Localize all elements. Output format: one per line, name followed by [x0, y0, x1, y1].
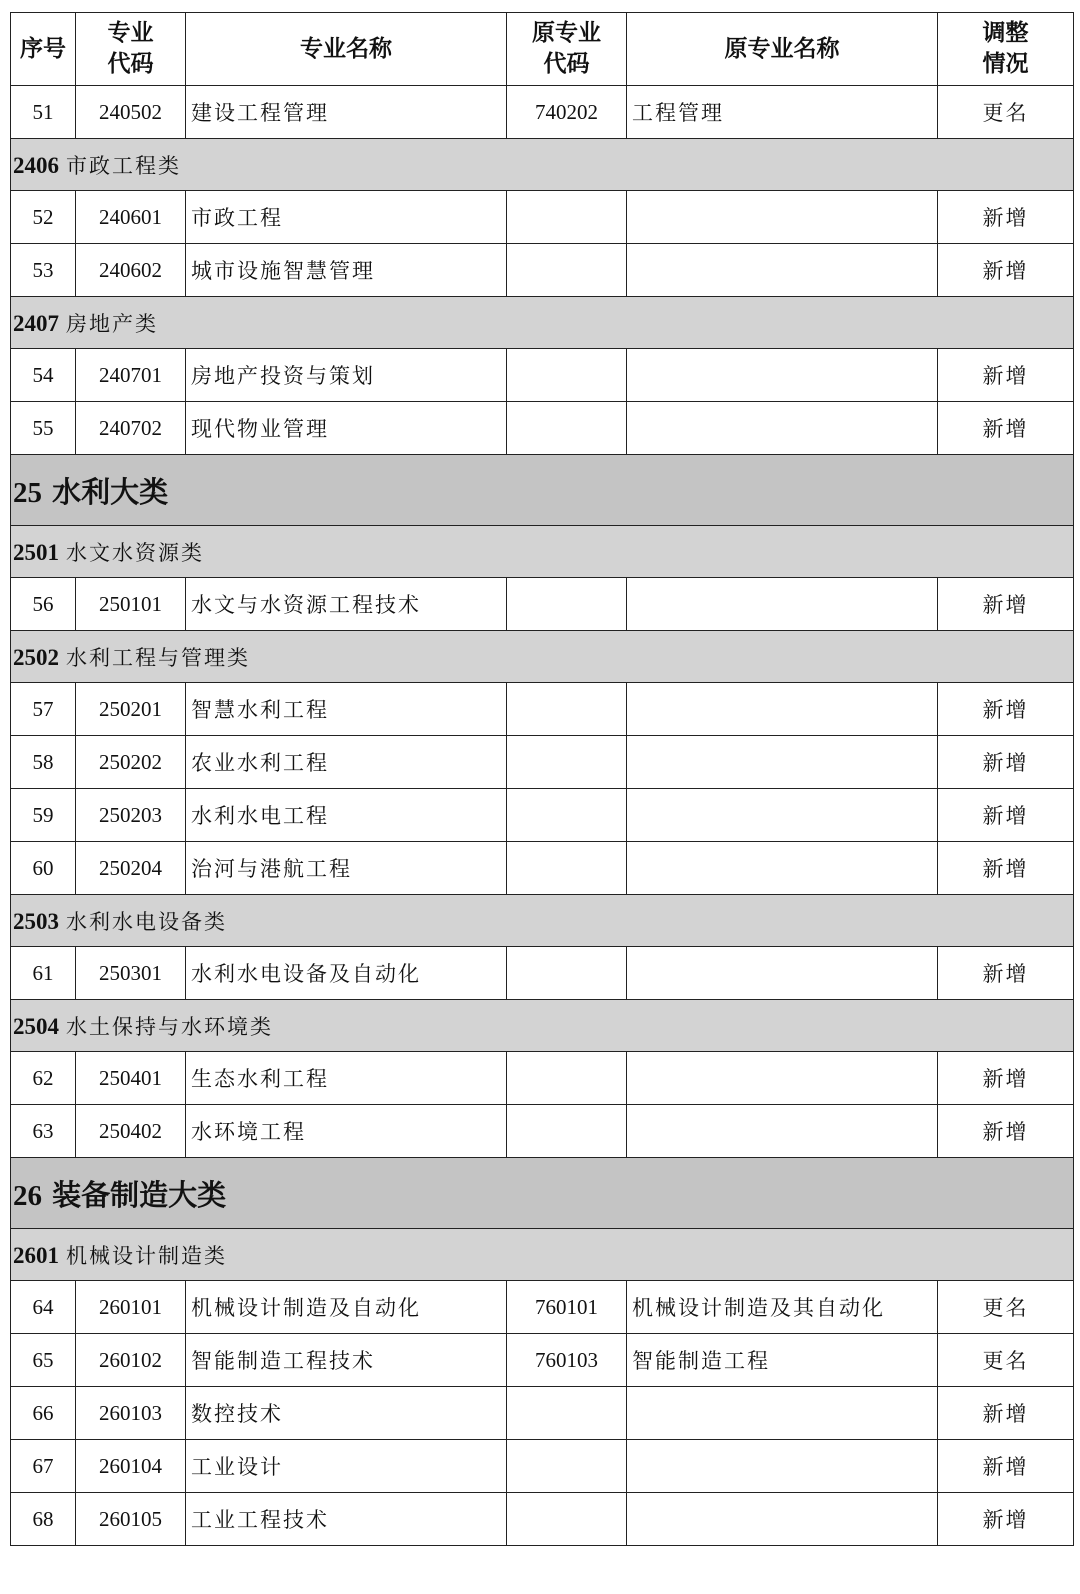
table-row	[11, 1440, 1074, 1493]
cell-orig-code	[507, 349, 627, 402]
category-name: 水利大类	[52, 474, 169, 509]
header-orig-code-line2: 代码	[543, 51, 590, 77]
table-row	[11, 578, 1074, 631]
cell-status: 新增	[938, 1493, 1074, 1546]
category-name: 水文水资源类	[66, 540, 204, 565]
cell-name: 治河与港航工程	[186, 842, 507, 895]
category-code: 26	[13, 1179, 42, 1212]
table-row	[11, 402, 1074, 455]
header-status-line1: 调整	[982, 20, 1029, 46]
cell-orig-code	[507, 842, 627, 895]
subcategory-row	[11, 1000, 1074, 1052]
cell-seq: 54	[11, 349, 76, 402]
table-row	[11, 736, 1074, 789]
cell-seq: 63	[11, 1105, 76, 1158]
cell-orig-code	[507, 1440, 627, 1493]
cell-name: 数控技术	[186, 1387, 507, 1440]
category-cell	[11, 526, 1074, 578]
cell-orig-code	[507, 578, 627, 631]
table-row	[11, 842, 1074, 895]
header-seq: 序号	[11, 13, 76, 86]
cell-name: 智慧水利工程	[186, 683, 507, 736]
cell-seq: 56	[11, 578, 76, 631]
cell-orig-name	[627, 349, 938, 402]
cell-orig-code	[507, 402, 627, 455]
cell-status: 更名	[938, 1281, 1074, 1334]
table-row	[11, 86, 1074, 139]
cell-orig-code	[507, 1493, 627, 1546]
cell-code: 240502	[76, 86, 186, 139]
cell-status: 更名	[938, 86, 1074, 139]
category-code: 25	[13, 476, 42, 509]
majors-table	[10, 12, 1074, 1546]
subcategory-row	[11, 139, 1074, 191]
table-row	[11, 1052, 1074, 1105]
table-row	[11, 244, 1074, 297]
cell-status: 新增	[938, 1387, 1074, 1440]
cell-name: 机械设计制造及自动化	[186, 1281, 507, 1334]
cell-seq: 52	[11, 191, 76, 244]
cell-name: 水环境工程	[186, 1105, 507, 1158]
cell-status: 新增	[938, 789, 1074, 842]
cell-status: 新增	[938, 402, 1074, 455]
cell-code: 260102	[76, 1334, 186, 1387]
header-status-line2: 情况	[982, 51, 1029, 77]
cell-name: 工业工程技术	[186, 1493, 507, 1546]
cell-orig-code	[507, 1105, 627, 1158]
cell-orig-name	[627, 1052, 938, 1105]
header-code-line2: 代码	[107, 51, 154, 77]
cell-orig-name	[627, 1440, 938, 1493]
table-row	[11, 349, 1074, 402]
cell-orig-name: 工程管理	[627, 86, 938, 139]
category-code: 2504	[13, 1013, 59, 1039]
cell-seq: 51	[11, 86, 76, 139]
category-name: 市政工程类	[66, 153, 181, 178]
cell-code: 260101	[76, 1281, 186, 1334]
cell-name: 水利水电工程	[186, 789, 507, 842]
cell-code: 250203	[76, 789, 186, 842]
major-category-row	[11, 1158, 1074, 1229]
cell-seq: 67	[11, 1440, 76, 1493]
cell-status: 新增	[938, 578, 1074, 631]
cell-code: 240602	[76, 244, 186, 297]
cell-name: 市政工程	[186, 191, 507, 244]
cell-orig-name	[627, 683, 938, 736]
cell-orig-code: 740202	[507, 86, 627, 139]
cell-code: 250101	[76, 578, 186, 631]
cell-orig-code	[507, 1387, 627, 1440]
header-orig-code	[507, 13, 627, 86]
table-row	[11, 1493, 1074, 1546]
category-code: 2601	[13, 1242, 59, 1268]
cell-code: 260103	[76, 1387, 186, 1440]
header-name: 专业名称	[186, 13, 507, 86]
cell-orig-code	[507, 1052, 627, 1105]
cell-name: 生态水利工程	[186, 1052, 507, 1105]
category-code: 2406	[13, 152, 59, 178]
cell-orig-name	[627, 947, 938, 1000]
cell-orig-name	[627, 402, 938, 455]
category-name: 水土保持与水环境类	[66, 1014, 273, 1039]
cell-orig-name	[627, 1105, 938, 1158]
subcategory-row	[11, 1229, 1074, 1281]
cell-name: 水文与水资源工程技术	[186, 578, 507, 631]
cell-status: 新增	[938, 1440, 1074, 1493]
cell-code: 250201	[76, 683, 186, 736]
cell-status: 新增	[938, 349, 1074, 402]
cell-orig-name	[627, 191, 938, 244]
cell-orig-code	[507, 191, 627, 244]
cell-orig-name	[627, 244, 938, 297]
cell-seq: 62	[11, 1052, 76, 1105]
table-row	[11, 191, 1074, 244]
cell-orig-name: 智能制造工程	[627, 1334, 938, 1387]
header-orig-name: 原专业名称	[627, 13, 938, 86]
cell-seq: 59	[11, 789, 76, 842]
cell-orig-name	[627, 736, 938, 789]
cell-name: 建设工程管理	[186, 86, 507, 139]
cell-name: 房地产投资与策划	[186, 349, 507, 402]
table-row	[11, 1281, 1074, 1334]
cell-seq: 53	[11, 244, 76, 297]
cell-code: 250301	[76, 947, 186, 1000]
category-name: 机械设计制造类	[66, 1243, 227, 1268]
cell-code: 240701	[76, 349, 186, 402]
header-code	[76, 13, 186, 86]
cell-seq: 57	[11, 683, 76, 736]
category-cell	[11, 631, 1074, 683]
cell-orig-name	[627, 789, 938, 842]
table-row	[11, 1334, 1074, 1387]
cell-seq: 58	[11, 736, 76, 789]
subcategory-row	[11, 895, 1074, 947]
cell-seq: 66	[11, 1387, 76, 1440]
cell-code: 250401	[76, 1052, 186, 1105]
table-row	[11, 789, 1074, 842]
cell-code: 250402	[76, 1105, 186, 1158]
cell-status: 新增	[938, 947, 1074, 1000]
cell-seq: 65	[11, 1334, 76, 1387]
table-row	[11, 1105, 1074, 1158]
cell-status: 新增	[938, 683, 1074, 736]
cell-status: 新增	[938, 1052, 1074, 1105]
cell-status: 新增	[938, 1105, 1074, 1158]
cell-name: 现代物业管理	[186, 402, 507, 455]
category-cell	[11, 139, 1074, 191]
cell-orig-name: 机械设计制造及其自动化	[627, 1281, 938, 1334]
category-name: 水利水电设备类	[66, 909, 227, 934]
category-cell	[11, 1158, 1074, 1229]
category-cell	[11, 1229, 1074, 1281]
cell-name: 水利水电设备及自动化	[186, 947, 507, 1000]
table-row	[11, 683, 1074, 736]
category-code: 2503	[13, 908, 59, 934]
subcategory-row	[11, 631, 1074, 683]
cell-orig-code	[507, 244, 627, 297]
cell-code: 240702	[76, 402, 186, 455]
cell-orig-code	[507, 736, 627, 789]
category-cell	[11, 455, 1074, 526]
cell-status: 新增	[938, 736, 1074, 789]
category-name: 房地产类	[66, 311, 158, 336]
major-category-row	[11, 455, 1074, 526]
cell-orig-code: 760101	[507, 1281, 627, 1334]
cell-seq: 61	[11, 947, 76, 1000]
cell-status: 新增	[938, 842, 1074, 895]
category-name: 水利工程与管理类	[66, 645, 250, 670]
cell-name: 智能制造工程技术	[186, 1334, 507, 1387]
cell-orig-code	[507, 947, 627, 1000]
table-row	[11, 947, 1074, 1000]
cell-status: 新增	[938, 244, 1074, 297]
cell-orig-name	[627, 1493, 938, 1546]
category-cell	[11, 297, 1074, 349]
cell-orig-code	[507, 683, 627, 736]
cell-orig-name	[627, 842, 938, 895]
cell-orig-name	[627, 1387, 938, 1440]
cell-orig-code	[507, 789, 627, 842]
category-cell	[11, 895, 1074, 947]
cell-name: 农业水利工程	[186, 736, 507, 789]
cell-name: 工业设计	[186, 1440, 507, 1493]
cell-code: 250202	[76, 736, 186, 789]
table-body	[11, 86, 1074, 1546]
category-code: 2407	[13, 310, 59, 336]
cell-orig-name	[627, 578, 938, 631]
cell-status: 更名	[938, 1334, 1074, 1387]
header-code-line1: 专业	[107, 20, 154, 46]
cell-orig-code: 760103	[507, 1334, 627, 1387]
table-header-row	[11, 13, 1074, 86]
cell-status: 新增	[938, 191, 1074, 244]
cell-seq: 64	[11, 1281, 76, 1334]
category-name: 装备制造大类	[52, 1177, 227, 1212]
subcategory-row	[11, 297, 1074, 349]
header-status	[938, 13, 1074, 86]
cell-seq: 68	[11, 1493, 76, 1546]
cell-seq: 55	[11, 402, 76, 455]
cell-code: 240601	[76, 191, 186, 244]
cell-seq: 60	[11, 842, 76, 895]
subcategory-row	[11, 526, 1074, 578]
category-code: 2501	[13, 539, 59, 565]
header-orig-code-line1: 原专业	[532, 20, 601, 46]
cell-code: 260104	[76, 1440, 186, 1493]
cell-name: 城市设施智慧管理	[186, 244, 507, 297]
category-code: 2502	[13, 644, 59, 670]
category-cell	[11, 1000, 1074, 1052]
cell-code: 250204	[76, 842, 186, 895]
table-row	[11, 1387, 1074, 1440]
cell-code: 260105	[76, 1493, 186, 1546]
